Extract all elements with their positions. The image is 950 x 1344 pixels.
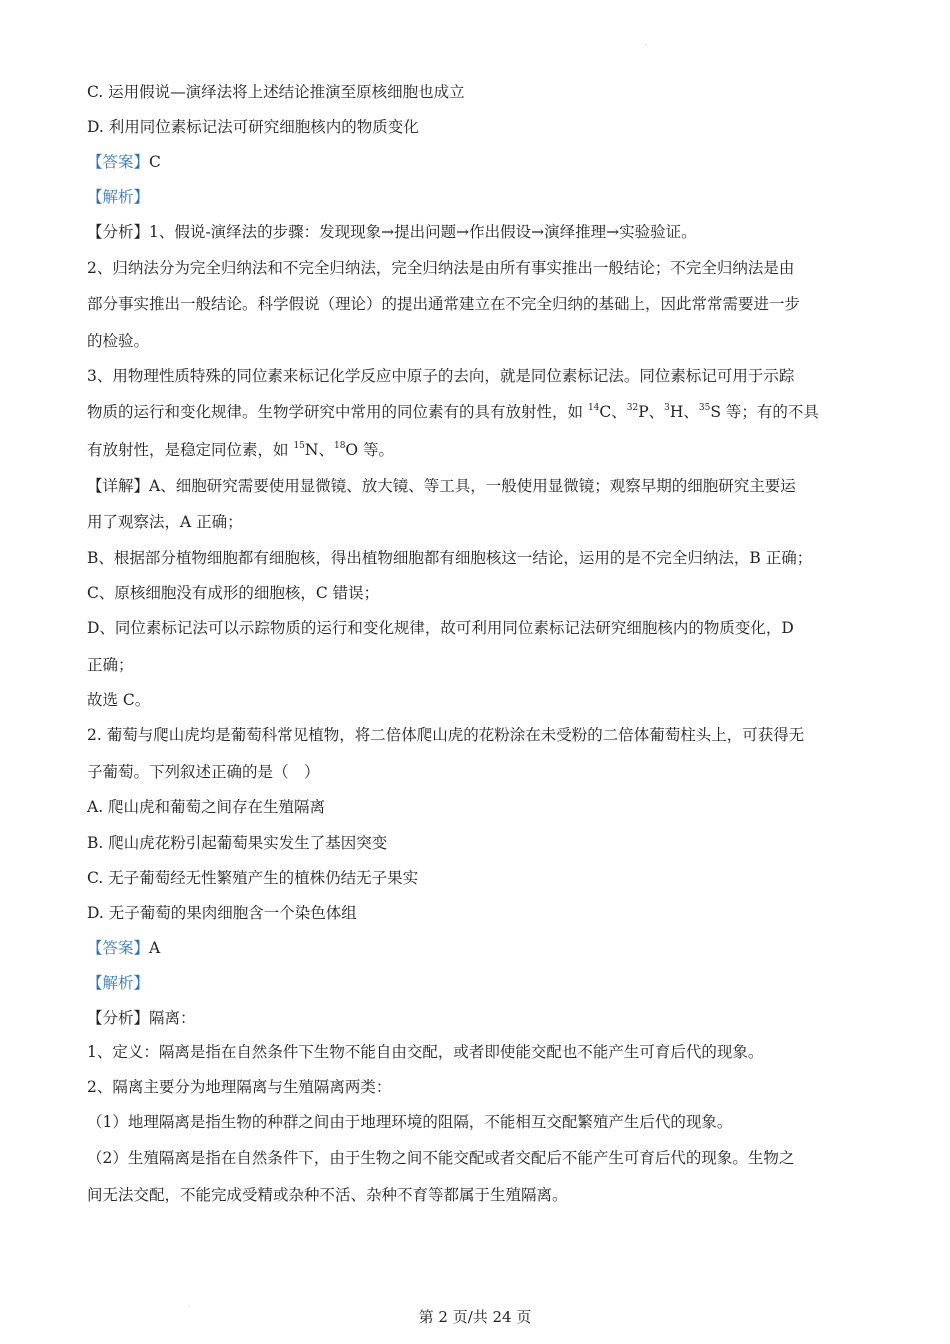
analysis-label: 【解析】 (87, 974, 150, 992)
text-line: 的检验。 (87, 332, 150, 350)
text-line: 间无法交配，不能完成受精或杂种不活、杂种不育等都属于生殖隔离。 (87, 1186, 568, 1204)
detail-line (87, 476, 796, 496)
answer-value: A (149, 939, 161, 957)
scan-dot: . (188, 1302, 190, 1309)
superscript: 18 (333, 441, 346, 451)
option-a: A. 爬山虎和葡萄之间存在生殖隔离 (87, 798, 326, 816)
text-line: C、原核细胞没有成形的细胞核，C 错误； (87, 584, 380, 602)
text-line: 2、归纳法分为完全归纳法和不完全归纳法，完全归纳法是由所有事实推出一般结论；不完全归纳法是由 (87, 259, 795, 277)
text-line: （2）生殖隔离是指在自然条件下，由于生物之间不能交配或者交配后不能产生可育后代的现象。生物之 (87, 1149, 795, 1167)
answer-line (87, 152, 161, 172)
superscript: 35 (698, 403, 711, 413)
text-line: 【分析】隔离： (87, 1009, 196, 1027)
answer-line (87, 938, 160, 958)
text-line: B、根据部分植物细胞都有细胞核，得出植物细胞都有细胞核这一结论，运用的是不完全归纳法，B 正确； (87, 549, 813, 567)
option-c: C. 运用假说—演绎法将上述结论推演至原核细胞也成立 (87, 83, 465, 101)
text: P、 (638, 403, 665, 421)
option-d: D. 利用同位素标记法可研究细胞核内的物质变化 (87, 118, 419, 136)
text: C、 (599, 403, 627, 421)
question-stem: 2. 葡萄与爬山虎均是葡萄科常见植物，将二倍体爬山虎的花粉涂在未受粉的二倍体葡萄柱头上，可获得无 (87, 726, 805, 744)
analysis-label: 【解析】 (87, 188, 150, 206)
text-line: 用了观察法，A 正确； (87, 513, 243, 531)
answer-label: 【答案】 (87, 153, 150, 171)
question-stem: 子葡萄。下列叙述正确的是（ ） (87, 763, 320, 781)
text: S 等；有的不具 (710, 403, 819, 421)
answer-value: C (149, 153, 161, 171)
text-line: （1）地理隔离是指生物的种群之间由于地理环境的阻隔，不能相互交配繁殖产生后代的现象。 (87, 1113, 733, 1131)
text-line-isotopes (87, 402, 819, 422)
text-line: 部分事实推出一般结论。科学假说（理论）的提出通常建立在不完全归纳的基础上，因此常常需要进一步 (87, 295, 801, 313)
text-line: 3、用物理性质特殊的同位素来标记化学反应中原子的去向，就是同位素标记法。同位素标记可用于示踪 (87, 367, 795, 385)
fenxi-text: 1、假说-演绎法的步骤：发现现象→提出问题→作出假设→演绎推理→实验验证。 (149, 223, 697, 241)
text: O 等。 (345, 441, 395, 459)
superscript: 15 (293, 441, 305, 451)
option-c: C. 无子葡萄经无性繁殖产生的植株仍结无子果实 (87, 869, 419, 887)
detail-label: 【详解】 (87, 477, 150, 495)
text: H、 (669, 403, 699, 421)
text-line: D、同位素标记法可以示踪物质的运行和变化规律，故可利用同位素标记法研究细胞核内的物质变化，D (87, 619, 794, 637)
answer-label: 【答案】 (87, 939, 150, 957)
option-b: B. 爬山虎花粉引起葡萄果实发生了基因突变 (87, 834, 388, 852)
option-d: D. 无子葡萄的果肉细胞含一个染色体组 (87, 904, 357, 922)
text-line: 2、隔离主要分为地理隔离与生殖隔离两类： (87, 1078, 392, 1096)
analysis-line (87, 222, 697, 242)
text: N、 (304, 441, 334, 459)
text-line: 正确； (87, 656, 134, 674)
conclusion: 故选 C。 (87, 691, 151, 709)
text: 物质的运行和变化规律。生物学研究中常用的同位素有的具有放射性，如 (87, 403, 588, 421)
text-line: 1、定义：隔离是指在自然条件下生物不能自由交配，或者即使能交配也不能产生可育后代的现象。 (87, 1043, 764, 1061)
scan-dot: . (645, 40, 647, 47)
page-footer: 第 2 页/共 24 页 (418, 1308, 532, 1326)
text-line-isotopes (87, 440, 394, 460)
text: 有放射性，是稳定同位素，如 (87, 441, 294, 459)
text: A、细胞研究需要使用显微镜、放大镜、等工具，一般使用显微镜；观察早期的细胞研究主要运 (149, 477, 796, 495)
superscript: 14 (587, 403, 600, 413)
superscript: 3 (664, 403, 670, 413)
superscript: 32 (626, 403, 639, 413)
fenxi-label: 【分析】 (87, 223, 150, 241)
